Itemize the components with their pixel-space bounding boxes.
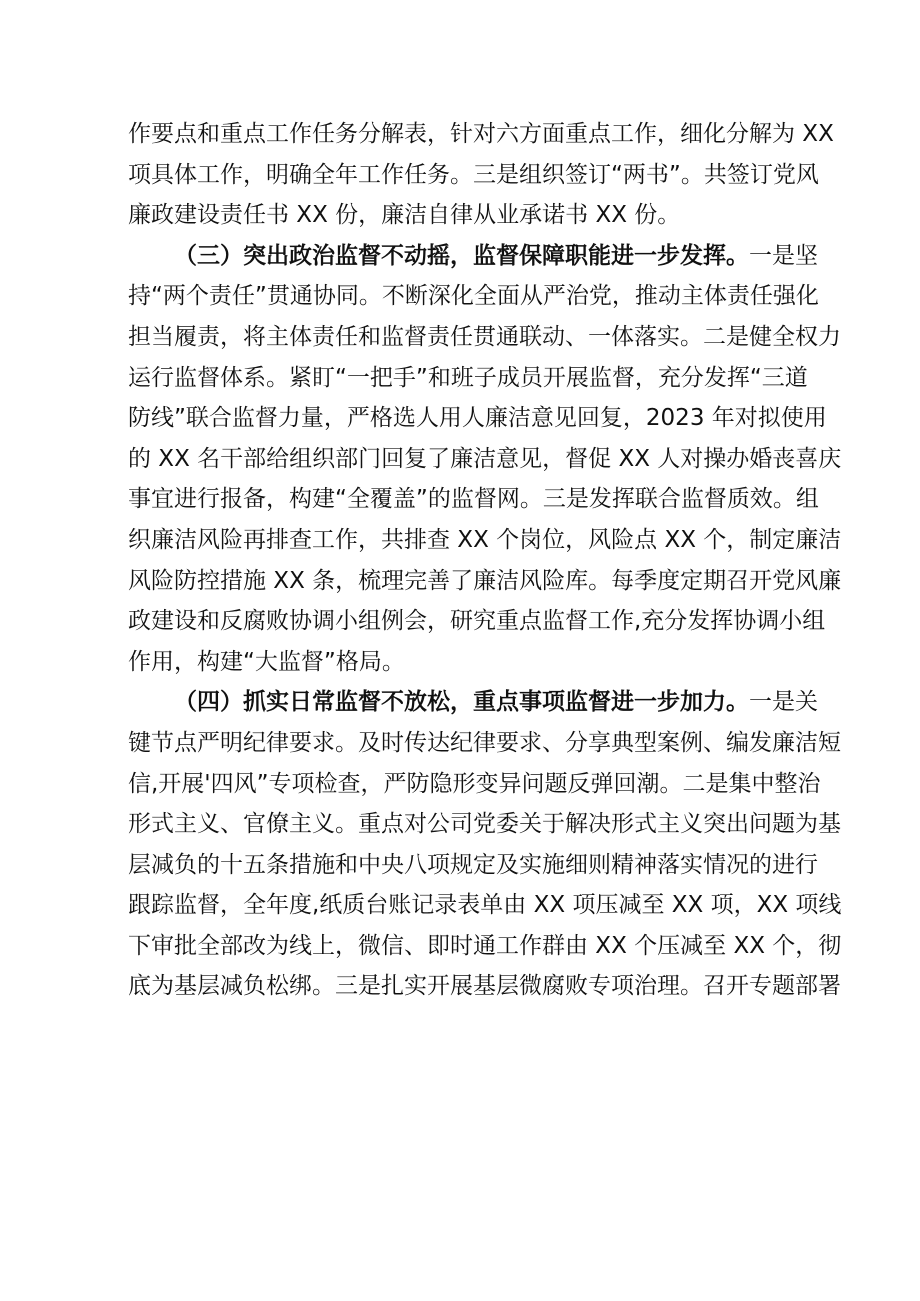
text-line: 信,开展'四风”专项检查，严防隐形变异问题反弹回潮。二是集中整治: [128, 770, 821, 797]
text-line: 的 XX 名干部给组织部门回复了廉洁意见，督促 XX 人对操办婚丧喜庆: [128, 445, 842, 472]
paragraph-section-3: [128, 236, 842, 683]
section-heading: （三）突出政治监督不动摇，监督保障职能进一步发挥。: [174, 242, 749, 269]
paragraph-first-line: [128, 682, 818, 723]
text-line: 作要点和重点工作任务分解表，针对六方面重点工作，细化分解为 XX: [128, 121, 834, 147]
text-line: 跟踪监督，全年度,纸质台账记录表单由 XX 项压减至 XX 项，XX 项线: [128, 892, 842, 919]
text-line: 持“两个责任”贯通协同。不断深化全面从严治党，推动主体责任强化: [128, 283, 819, 310]
section-heading: （四）抓实日常监督不放松，重点事项监督进一步加力。: [174, 689, 749, 716]
text-line: 防线”联合监督力量，严格选人用人廉洁意见回复，2023 年对拟使用: [128, 405, 827, 432]
text-line: 底为基层减负松绑。三是扎实开展基层微腐败专项治理。召开专题部署: [128, 973, 841, 1000]
paragraph-section-4: [128, 682, 842, 1007]
text-line: 键节点严明纪律要求。及时传达纪律要求、分享典型案例、编发廉洁短: [128, 729, 841, 756]
text-line: 层减负的十五条措施和中央八项规定及实施细则精神落实情况的进行: [128, 851, 818, 878]
text-line: 下审批全部改为线上，微信、即时通工作群由 XX 个压减至 XX 个，彻: [128, 932, 842, 959]
text-line: 项具体工作，明确全年工作任务。三是组织签订“两书”。共签订党风: [128, 161, 819, 188]
text-line: 政建设和反腐败协调小组例会，研究重点监督工作,充分发挥协调小组: [128, 608, 826, 635]
text-run: 一是坚: [749, 242, 818, 269]
text-line: 织廉洁风险再排查工作，共排查 XX 个岗位，风险点 XX 个，制定廉洁: [128, 526, 842, 553]
text-line: 形式主义、官僚主义。重点对公司党委关于解决形式主义突出问题为基: [128, 811, 841, 838]
text-line: 运行监督体系。紧盯“一把手”和班子成员开展监督，充分发挥“三道: [128, 364, 808, 391]
text-line: 作用，构建“大监督”格局。: [128, 648, 405, 675]
paragraph-continuation: [128, 114, 834, 236]
text-line: 担当履责，将主体责任和监督责任贯通联动、一体落实。二是健全权力: [128, 323, 841, 350]
text-line: 风险防控措施 XX 条，梳理完善了廉洁风险库。每季度定期召开党风廉: [128, 567, 842, 594]
text-line: 廉政建设责任书 XX 份，廉洁自律从业承诺书 XX 份。: [128, 202, 681, 229]
text-run: 一是关: [749, 689, 818, 716]
paragraph-first-line: [128, 236, 818, 277]
document-body: [128, 114, 842, 1007]
text-line: 事宜进行报备，构建“全覆盖”的监督网。三是发挥联合监督质效。组: [128, 486, 819, 513]
